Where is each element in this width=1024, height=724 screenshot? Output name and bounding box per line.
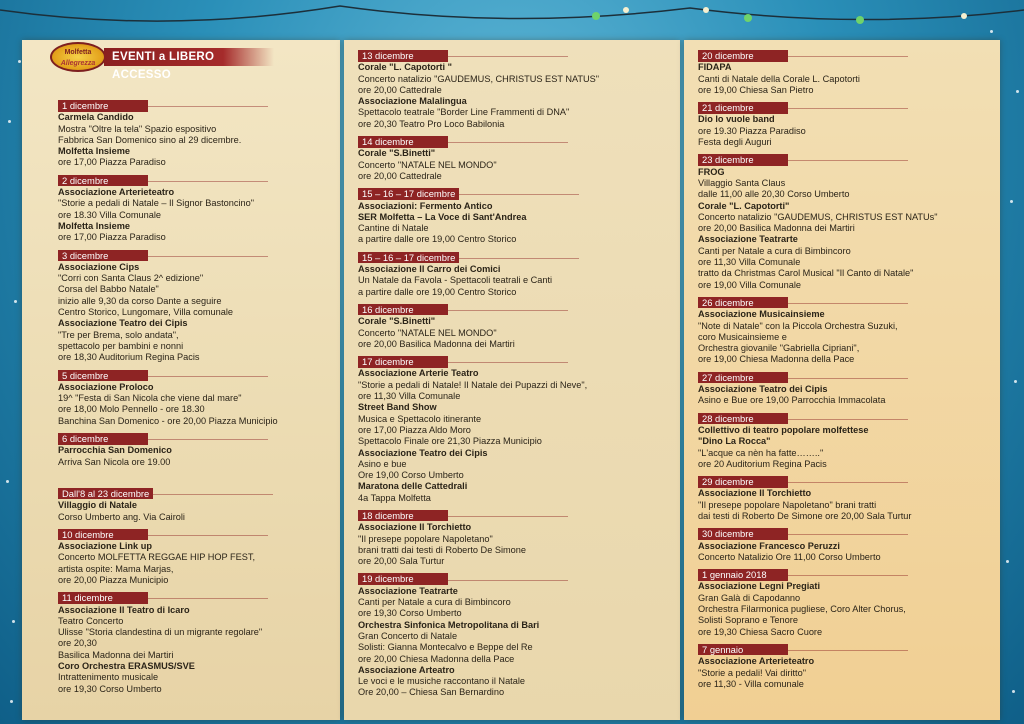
event-date-bar (698, 644, 994, 656)
event-detail: "Tre per Brema, solo andata", (58, 329, 179, 340)
event-organizer: Associazione Il Carro dei Comici (358, 264, 501, 275)
date-rule (148, 256, 268, 257)
date-rule (788, 419, 908, 420)
date-rule (459, 258, 579, 259)
date-rule (788, 303, 908, 304)
event-date: 5 dicembre (58, 370, 148, 382)
event-detail: ore 20,00 Sala Turtur (358, 556, 445, 567)
event-detail: Banchina San Domenico - ore 20,00 Piazza Municipio (58, 415, 278, 426)
logo-line2: Allegrezza (60, 60, 96, 67)
date-rule (448, 362, 568, 363)
molfetta-logo (50, 42, 106, 72)
event-date: 15 – 16 – 17 dicembre (358, 188, 459, 200)
event-date: Dall'8 al 23 dicembre (58, 488, 153, 500)
event-organizer: Orchestra Sinfonica Metropolitana di Bari (358, 619, 540, 630)
date-rule (459, 194, 579, 195)
event-organizer: FIDAPA (698, 62, 732, 73)
event-organizer: Associazione Il Torchietto (358, 522, 472, 533)
event-date: 19 dicembre (358, 573, 448, 585)
event-date: 27 dicembre (698, 372, 788, 384)
date-rule (788, 534, 908, 535)
snowflake (12, 620, 15, 623)
event-detail: ore 19,30 Corso Umberto (358, 608, 462, 619)
event-block (58, 433, 328, 468)
event-date-bar (358, 573, 658, 585)
event-date: 13 dicembre (358, 50, 448, 62)
event-detail: Asino e bue (358, 458, 407, 469)
event-organizer: Coro Orchestra ERASMUS/SVE (58, 661, 195, 672)
events-column-right (698, 50, 994, 696)
event-block (358, 510, 658, 567)
event-block (58, 250, 328, 364)
event-detail: Arriva San Nicola ore 19.00 (58, 456, 171, 467)
event-date: 6 dicembre (58, 433, 148, 445)
event-organizer: FROG (698, 166, 725, 177)
event-date: 21 dicembre (698, 102, 788, 114)
event-organizer: Maratona delle Cattedrali (358, 481, 468, 492)
event-organizer: Associazioni: Fermento Antico (358, 200, 493, 211)
event-detail: Teatro Concerto (58, 615, 124, 626)
event-detail: Un Natale da Favola - Spettacoli teatrali e Canti (358, 275, 553, 286)
event-organizer: Associazione Teatro dei Cipis (358, 447, 488, 458)
event-detail: ore 19.30 Piazza Paradiso (698, 125, 806, 136)
event-date: 29 dicembre (698, 476, 788, 488)
event-detail: Musica e Spettacolo itinerante (358, 413, 482, 424)
event-detail: spettacolo per bambini e nonni (58, 340, 184, 351)
event-date: 2 dicembre (58, 175, 148, 187)
event-block (698, 50, 994, 96)
event-organizer: Associazione Il Teatro di Icaro (58, 604, 190, 615)
event-detail: ore 11,30 - Villa comunale (698, 678, 804, 689)
event-detail: Gran Concerto di Natale (358, 630, 458, 641)
event-detail: "Il presepe popolare Napoletano" (358, 533, 493, 544)
event-detail: brani tratti dai testi di Roberto De Simone (358, 544, 527, 555)
event-block (358, 188, 658, 245)
event-detail: ore 19,30 Chiesa Sacro Cuore (698, 626, 823, 637)
event-organizer: Corale "L. Capotorti " (358, 62, 452, 73)
event-detail: Concerto Natalizio Ore 11,00 Corso Umberto (698, 551, 881, 562)
snowflake (1006, 560, 1009, 563)
event-detail: tratto da Christmas Carol Musical "Il Canto di Natale" (698, 268, 914, 279)
snowflake (1012, 690, 1015, 693)
event-organizer: Corale "S.Binetti" (358, 148, 436, 159)
event-detail: Mostra "Oltre la tela" Spazio espositivo (58, 123, 217, 134)
event-date-bar (58, 370, 328, 382)
event-date: 20 dicembre (698, 50, 788, 62)
event-block (58, 488, 328, 523)
date-rule (148, 181, 268, 182)
date-rule (448, 310, 568, 311)
events-column-middle (358, 50, 658, 705)
event-detail: "L'acque ca nèn ha fatte…….." (698, 447, 824, 458)
event-detail: ore 20,00 Cattedrale (358, 84, 442, 95)
event-organizer: Associazione Arterieteatro (698, 656, 815, 667)
date-rule (148, 535, 268, 536)
event-date-bar (58, 100, 328, 112)
event-detail: ore 18.30 Villa Comunale (58, 209, 162, 220)
spacer (58, 474, 328, 488)
event-detail: ore 20 Auditorium Regina Pacis (698, 458, 827, 469)
event-detail: Ore 19,00 Corso Umberto (358, 470, 464, 481)
event-block (58, 175, 328, 244)
event-organizer: Carmela Candido (58, 112, 134, 123)
event-organizer: Associazione Cips (58, 261, 140, 272)
event-date: 14 dicembre (358, 136, 448, 148)
event-organizer: Molfetta Insieme (58, 146, 130, 157)
event-date-bar (698, 413, 994, 425)
event-organizer: Associazione Teatro dei Cipis (58, 318, 188, 329)
event-detail: Gran Galà di Capodanno (698, 592, 801, 603)
event-block (58, 100, 328, 169)
event-detail: "Corri con Santa Claus 2^ edizione" (58, 273, 204, 284)
event-organizer: Corale "L. Capotorti" (698, 200, 790, 211)
event-detail: ore 19,00 Villa Comunale (698, 279, 802, 290)
event-date-bar (358, 136, 658, 148)
event-organizer: Parrocchia San Domenico (58, 445, 172, 456)
event-detail: Orchestra giovanile "Gabriella Cipriani", (698, 343, 860, 354)
date-rule (448, 56, 568, 57)
event-detail: ore 11,30 Villa Comunale (698, 257, 801, 268)
event-block (698, 476, 994, 522)
event-block (698, 297, 994, 366)
event-date-bar (58, 175, 328, 187)
snowflake (1014, 380, 1017, 383)
event-detail: Concerto "NATALE NEL MONDO" (358, 159, 497, 170)
event-block (358, 252, 658, 298)
event-organizer: Associazione Proloco (58, 381, 154, 392)
event-organizer: Associazione Arterie Teatro (358, 368, 479, 379)
event-organizer: Associazione Arterieteatro (58, 187, 175, 198)
event-block (358, 50, 658, 130)
date-rule (148, 439, 268, 440)
event-detail: ore 20,30 (58, 638, 97, 649)
event-organizer: "Dino La Rocca" (698, 436, 771, 447)
event-date-bar (358, 304, 658, 316)
event-date: 17 dicembre (358, 356, 448, 368)
event-organizer: Villaggio di Natale (58, 500, 137, 511)
event-block (698, 372, 994, 407)
event-organizer: Associazione Il Torchietto (698, 488, 812, 499)
event-detail: Festa degli Auguri (698, 137, 772, 148)
date-rule (788, 378, 908, 379)
event-detail: dalle 11,00 alle 20,30 Corso Umberto (698, 189, 850, 200)
event-detail: Concerto MOLFETTA REGGAE HIP HOP FEST, (58, 552, 256, 563)
event-detail: "Storie a pedali! Vai diritto" (698, 667, 806, 678)
event-date-bar (358, 356, 658, 368)
event-detail: 4a Tappa Molfetta (358, 492, 431, 503)
event-block (698, 102, 994, 148)
event-detail: Canti di Natale della Corale L. Capotorti (698, 73, 860, 84)
event-detail: "Note di Natale" con la Piccola Orchestra Suzuki, (698, 320, 898, 331)
event-date-bar (698, 476, 994, 488)
event-date-bar (698, 50, 994, 62)
snowflake (18, 60, 21, 63)
event-date-bar (358, 252, 658, 264)
event-detail: Spettacolo Finale ore 21,30 Piazza Municipio (358, 436, 542, 447)
event-date: 1 dicembre (58, 100, 148, 112)
date-rule (153, 494, 273, 495)
event-detail: Intrattenimento musicale (58, 672, 159, 683)
date-rule (788, 650, 908, 651)
event-detail: Ore 20,00 – Chiesa San Bernardino (358, 687, 505, 698)
event-organizer: Corale "S.Binetti" (358, 316, 436, 327)
event-detail: Orchestra Filarmonica pugliese, Coro Alter Chorus, (698, 604, 906, 615)
event-block (698, 154, 994, 291)
event-detail: 19^ "Festa di San Nicola che viene dal mare" (58, 393, 242, 404)
event-date-bar (358, 510, 658, 522)
date-rule (788, 108, 908, 109)
events-column-left (58, 100, 328, 701)
date-rule (448, 580, 568, 581)
event-block (358, 573, 658, 698)
event-detail: ore 11,30 Villa Comunale (358, 391, 461, 402)
event-detail: Asino e Bue ore 19,00 Parrocchia Immacolata (698, 395, 886, 406)
event-detail: Spettacolo teatrale "Border Line Frammenti di DNA" (358, 107, 570, 118)
event-detail: Canti per Natale a cura di Bimbincoro (698, 245, 851, 256)
event-date-bar (698, 154, 994, 166)
event-date-bar (698, 102, 994, 114)
event-block (698, 569, 994, 638)
event-detail: Villaggio Santa Claus (698, 177, 786, 188)
event-detail: Solisti Soprano e Tenore (698, 615, 798, 626)
event-detail: Corsa del Babbo Natale" (58, 284, 159, 295)
event-date-bar (58, 529, 328, 541)
event-detail: Concerto natalizio "GAUDEMUS, CHRISTUS EST NATUS" (358, 73, 600, 84)
event-detail: "Il presepe popolare Napoletano" brani tratti (698, 499, 877, 510)
event-block (358, 304, 658, 350)
event-date: 16 dicembre (358, 304, 448, 316)
event-organizer: Associazione Teatrarte (698, 234, 798, 245)
event-detail: Le voci e le musiche raccontano il Natale (358, 676, 525, 687)
event-detail: Concerto "NATALE NEL MONDO" (358, 327, 497, 338)
event-detail: ore 20,00 Piazza Municipio (58, 574, 169, 585)
date-rule (788, 482, 908, 483)
event-detail: inizio alle 9,30 da corso Dante a seguire (58, 295, 222, 306)
snowflake (8, 120, 11, 123)
event-detail: Cantine di Natale (358, 223, 429, 234)
event-block (358, 356, 658, 504)
event-detail: Canti per Natale a cura di Bimbincoro (358, 597, 511, 608)
event-organizer: Associazione Link up (58, 541, 152, 552)
event-organizer: SER Molfetta – La Voce di Sant'Andrea (358, 211, 527, 222)
event-date: 10 dicembre (58, 529, 148, 541)
event-detail: ore 17,00 Piazza Aldo Moro (358, 424, 471, 435)
event-date: 7 gennaio (698, 644, 788, 656)
event-detail: ore 18,30 Auditorium Regina Pacis (58, 352, 200, 363)
date-rule (448, 142, 568, 143)
event-date: 28 dicembre (698, 413, 788, 425)
event-detail: ore 19,00 Chiesa Madonna della Pace (698, 354, 855, 365)
snowflake (14, 300, 17, 303)
event-date: 26 dicembre (698, 297, 788, 309)
event-detail: Concerto natalizio "GAUDEMUS, CHRISTUS EST NATUs" (698, 211, 938, 222)
event-block (58, 592, 328, 695)
event-detail: ore 19,00 Chiesa San Pietro (698, 84, 814, 95)
event-detail: a partire dalle ore 19,00 Centro Storico (358, 234, 517, 245)
event-date-bar (358, 50, 658, 62)
event-date: 18 dicembre (358, 510, 448, 522)
snowflake (1016, 90, 1019, 93)
event-detail: Fabbrica San Domenico sino al 29 dicembre. (58, 134, 242, 145)
event-detail: ore 19,30 Corso Umberto (58, 683, 162, 694)
date-rule (448, 516, 568, 517)
event-organizer: Associazione Malalingua (358, 96, 467, 107)
event-detail: ore 17,00 Piazza Paradiso (58, 157, 166, 168)
date-rule (788, 575, 908, 576)
date-rule (148, 598, 268, 599)
snowflake (1010, 200, 1013, 203)
event-date-bar (58, 250, 328, 262)
event-organizer: Associazione Legni Pregiati (698, 581, 821, 592)
event-detail: dai testi di Roberto De Simone ore 20,00 Sala Turtur (698, 510, 912, 521)
event-block (58, 370, 328, 427)
event-date: 3 dicembre (58, 250, 148, 262)
event-detail: ore 20,00 Chiesa Madonna della Pace (358, 653, 515, 664)
event-organizer: Associazione Francesco Peruzzi (698, 540, 840, 551)
snowflake (10, 700, 13, 703)
event-detail: Corso Umberto ang. Via Cairoli (58, 511, 185, 522)
event-detail: "Storie a pedali di Natale – Il Signor Bastoncino" (58, 198, 255, 209)
event-date-bar (58, 592, 328, 604)
event-organizer: Street Band Show (358, 402, 437, 413)
event-date-bar (698, 372, 994, 384)
event-detail: Ulisse "Storia clandestina di un migrante regolare" (58, 627, 263, 638)
event-block (698, 644, 994, 690)
event-organizer: Molfetta Insieme (58, 220, 130, 231)
event-date: 1 gennaio 2018 (698, 569, 788, 581)
date-rule (788, 56, 908, 57)
snowflake (990, 30, 993, 33)
event-date: 15 – 16 – 17 dicembre (358, 252, 459, 264)
event-detail: ore 20,00 Basilica Madonna dei Martiri (358, 338, 515, 349)
event-detail: ore 20,00 Cattedrale (358, 170, 442, 181)
event-date-bar (58, 433, 328, 445)
event-organizer: Associazione Teatrarte (358, 585, 458, 596)
event-detail: coro Musicainsieme e (698, 331, 787, 342)
event-detail: Centro Storico, Lungomare, Villa comunale (58, 307, 233, 318)
event-date-bar (698, 528, 994, 540)
event-organizer: Dio lo vuole band (698, 114, 775, 125)
event-block (358, 136, 658, 182)
event-date: 23 dicembre (698, 154, 788, 166)
event-detail: ore 17,00 Piazza Paradiso (58, 232, 166, 243)
event-detail: "Storie a pedali di Natale! Il Natale dei Pupazzi di Neve", (358, 379, 588, 390)
event-detail: Basilica Madonna dei Martiri (58, 649, 174, 660)
event-date-bar (698, 569, 994, 581)
event-date-bar (358, 188, 658, 200)
snowflake (6, 480, 9, 483)
event-detail: ore 18,00 Molo Pennello - ore 18.30 (58, 404, 205, 415)
event-organizer: Associazione Arteatro (358, 664, 455, 675)
event-block (698, 413, 994, 470)
event-date: 30 dicembre (698, 528, 788, 540)
event-date-bar (58, 488, 328, 500)
event-organizer: Associazione Musicainsieme (698, 309, 825, 320)
date-rule (148, 106, 268, 107)
event-detail: artista ospite: Mama Marjas, (58, 563, 174, 574)
event-block (58, 529, 328, 586)
event-organizer: Associazione Teatro dei Cipis (698, 384, 828, 395)
event-detail: a partire dalle ore 19,00 Centro Storico (358, 286, 517, 297)
event-organizer: Collettivo di teatro popolare molfettese (698, 424, 869, 435)
date-rule (148, 376, 268, 377)
page-title: EVENTI a LIBERO ACCESSO (104, 48, 274, 66)
event-date: 11 dicembre (58, 592, 148, 604)
date-rule (788, 160, 908, 161)
event-detail: ore 20,00 Basilica Madonna dei Martiri (698, 223, 855, 234)
event-date-bar (698, 297, 994, 309)
event-block (698, 528, 994, 563)
event-detail: Solisti: Gianna Montecalvo e Beppe del Re (358, 642, 533, 653)
logo-line1: Molfetta (64, 49, 92, 56)
event-detail: ore 20,30 Teatro Pro Loco Babilonia (358, 118, 505, 129)
